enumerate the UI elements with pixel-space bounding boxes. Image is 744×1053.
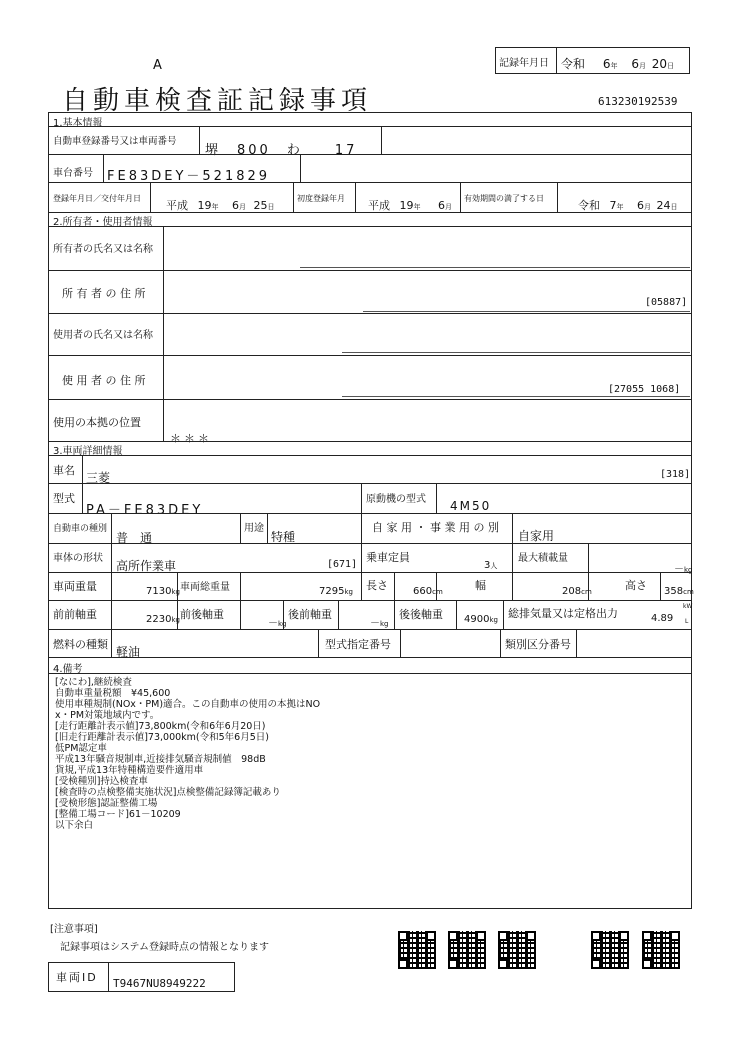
car-name-value: 三菱 (86, 471, 111, 485)
front-rear-axle-value: －kg (268, 618, 287, 629)
remarks-line: [旧走行距離計表示値]73,000km(令和5年6月5日) (55, 732, 269, 743)
engine-value: 4M50 (450, 499, 492, 513)
section-remarks-title: 4.備考 (53, 664, 83, 675)
section-basic-title: 1.基本情報 (53, 118, 103, 129)
weight-label: 車両重量 (53, 580, 97, 593)
displacement-unit-l: L (685, 618, 689, 625)
remarks-line: [なにわ],継続検査 (55, 677, 132, 688)
designation-label: 型式指定番号 (325, 638, 391, 651)
chassis-label: 車台番号 (53, 168, 93, 179)
owner-name-line (300, 267, 690, 268)
rear-rear-axle-value: 4900kg (464, 614, 498, 625)
first-reg-label: 初度登録年月 (297, 194, 345, 203)
user-address-line (342, 396, 690, 397)
remarks-line: x・PM対策地域内です。 (55, 710, 160, 721)
width-label: 幅 (475, 579, 486, 592)
height-label: 高さ (625, 579, 647, 592)
document-number: 613230192539 (598, 95, 678, 108)
capacity-value: 3人 (484, 560, 498, 571)
fuel-label: 燃料の種類 (53, 638, 108, 651)
remarks-line: [受検形態]認証整備工場 (55, 798, 158, 809)
expiry-label: 有効期間の満了する日 (464, 194, 544, 203)
remarks-line: 低PM認定車 (55, 743, 107, 754)
remarks-line: 自動車重量税額 ¥45,600 (55, 688, 171, 699)
model-label: 型式 (53, 492, 75, 505)
purpose-label: 自 家 用 ・ 事 業 用 の 別 (372, 521, 499, 534)
category-label: 類別区分番号 (505, 638, 571, 651)
body-value: 高所作業車 (116, 559, 177, 573)
owner-name-label: 所有者の氏名又は名称 (53, 244, 153, 255)
remarks-line: [検査時の点検整備実施状況]点検整備記録簿記載あり (55, 787, 281, 798)
remarks-line: 以下余白 (55, 820, 94, 831)
reg-number-label: 自動車登録番号又は車両番号 (53, 136, 177, 147)
displacement-value: 4.89 (651, 613, 674, 624)
front-rear-axle-label: 前後軸重 (180, 608, 224, 621)
owner-code: [05887] (645, 297, 688, 308)
vehicle-id-label: 車両ID (56, 971, 98, 984)
remarks-line: [整備工場コード]61－10209 (55, 809, 181, 820)
qr-code-4 (591, 931, 629, 969)
rear-rear-axle-label: 後後軸重 (399, 608, 443, 621)
reg-date-label: 登録年月日／交付年月日 (53, 194, 141, 203)
vehicle-id-value: T9467NU8949222 (113, 977, 206, 990)
displacement-label: 総排気量又は定格出力 (508, 607, 618, 620)
remarks-line: [受検種別]持込検査車 (55, 776, 148, 787)
user-name-label: 使用者の氏名又は名称 (53, 330, 153, 341)
document-title: 自動車検査証記録事項 (62, 86, 373, 116)
base-label: 使用の本拠の位置 (53, 416, 141, 429)
maxload-value: －kg (674, 564, 693, 575)
maxload-label: 最大積載量 (518, 553, 568, 564)
remarks-line: [走行距離計表示値]73,800km(令和6年6月20日) (55, 721, 266, 732)
notes-text: 記録事項はシステム登録時点の情報となります (60, 942, 269, 953)
front-front-axle-value: 2230kg (146, 614, 180, 625)
remarks-line: 貨規,平成13年特種構造要件適用車 (55, 765, 204, 776)
kind-label: 自動車の種別 (53, 524, 108, 534)
qr-code-5 (642, 931, 680, 969)
owner-address-line (363, 311, 690, 312)
reg-date-value: 平成 19年 6月 25日 (166, 199, 275, 212)
user-code: [27055 1068] (608, 384, 681, 395)
length-label: 長さ (366, 579, 388, 592)
notes-title: [注意事項] (50, 924, 98, 935)
record-date-label: 記録年月日 (499, 58, 549, 69)
width-value: 208cm (562, 586, 592, 597)
car-name-label: 車名 (53, 464, 75, 477)
model-value: PA－FE83DEY (86, 503, 204, 518)
gross-label: 車両総重量 (180, 582, 230, 593)
body-label: 車体の形状 (53, 553, 103, 564)
user-address-label: 使 用 者 の 住 所 (62, 374, 146, 387)
record-date-value: 令和 6年 6月 20日 (561, 57, 675, 71)
engine-label: 原動機の型式 (366, 494, 426, 505)
gross-value: 7295kg (319, 586, 353, 597)
length-value: 660cm (413, 586, 443, 597)
rear-front-axle-value: －kg (370, 618, 389, 629)
header-mark: A (153, 58, 162, 73)
weight-value: 7130kg (146, 586, 180, 597)
remarks-line: 平成13年騒音規制車,近接排気騒音規制値 98dB (55, 754, 266, 765)
base-value: ＊＊＊ (170, 432, 212, 445)
user-name-line (342, 352, 690, 353)
purpose-value: 自家用 (518, 529, 555, 543)
kind-value: 普 通 (116, 531, 153, 545)
car-name-code: [318] (660, 469, 691, 480)
front-front-axle-label: 前前軸重 (53, 608, 97, 621)
section-vehicle-title: 3.車両詳細情報 (53, 446, 123, 457)
fuel-value: 軽油 (116, 645, 141, 659)
section-owner-title: 2.所有者・使用者情報 (53, 217, 153, 228)
displacement-unit-kw: kW (683, 603, 693, 610)
remarks-line: 使用車種規制(NOx・PM)適合。この自動車の使用の本拠はNO (55, 699, 321, 710)
use-value: 特種 (271, 530, 296, 544)
qr-code-3 (498, 931, 536, 969)
rear-front-axle-label: 後前軸重 (288, 608, 332, 621)
reg-number-value: 堺 800 わ 17 (205, 143, 358, 158)
first-reg-value: 平成 19年 6月 (368, 199, 452, 212)
chassis-value: FE83DEY－521829 (107, 169, 271, 184)
expiry-value: 令和 7年 6月 24日 (578, 199, 678, 212)
use-label: 用途 (244, 523, 264, 534)
height-value: 358cm (664, 586, 694, 597)
remarks-text (55, 677, 320, 831)
owner-address-label: 所 有 者 の 住 所 (62, 287, 146, 300)
qr-code-2 (448, 931, 486, 969)
qr-code-1 (398, 931, 436, 969)
capacity-label: 乗車定員 (366, 551, 410, 564)
body-code: [671] (327, 559, 358, 570)
